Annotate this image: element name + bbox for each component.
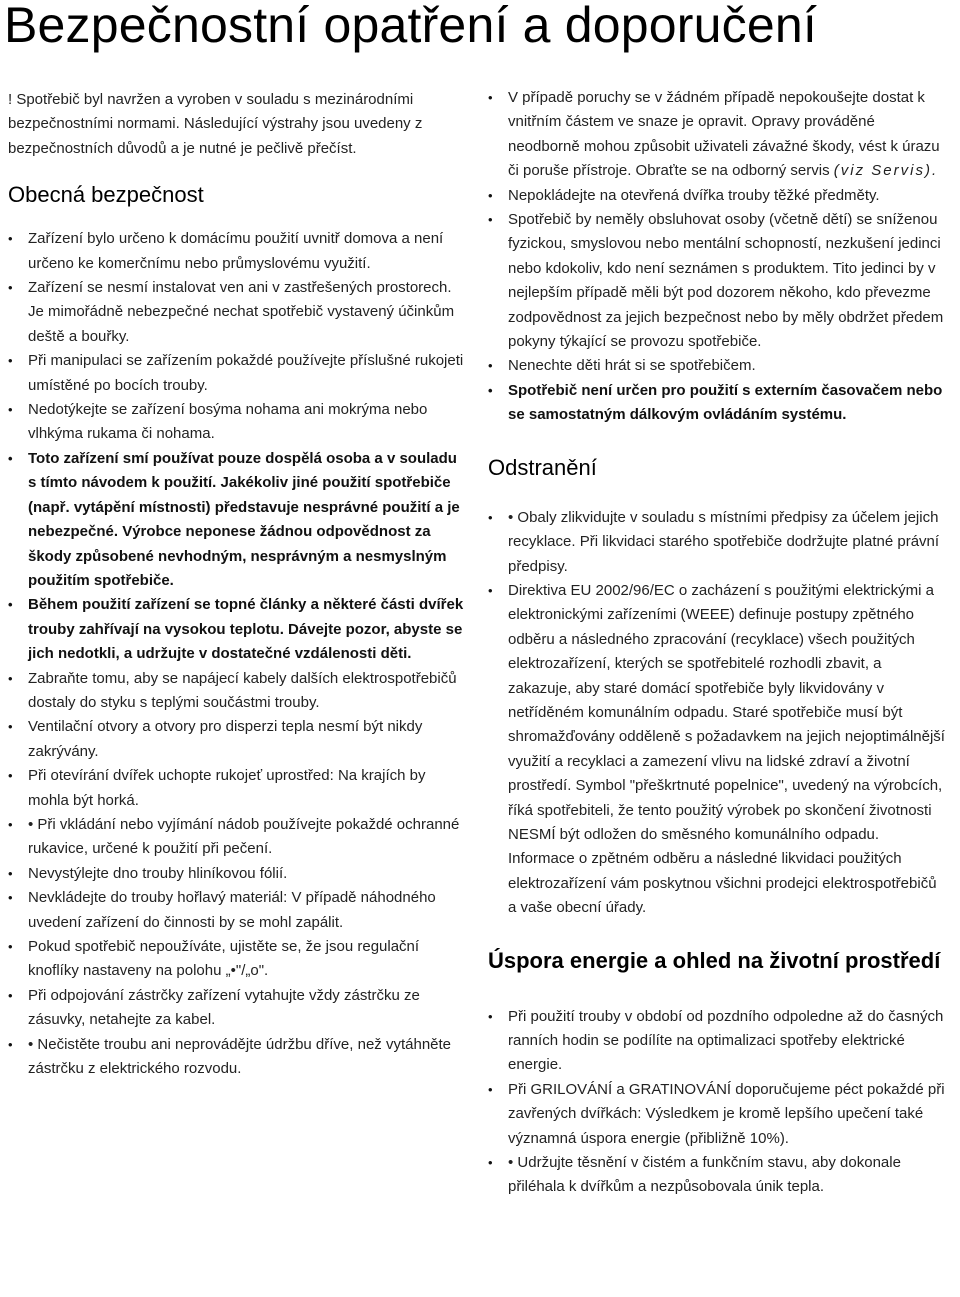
list-item: • • Udržujte těsnění v čistém a funkčním stavu, aby dokonale přiléhala k dvířkům a nezpůsobovala únik tepla. [488,1151,948,1200]
general-safety-list-continued [488,86,948,428]
list-item: • Zařízení se nesmí instalovat ven ani v zastřešených prostorech. Je mimořádně nebezpečné nechat spotřebič vystavený účinkům deště a bouřky. [8,276,464,349]
bullet-icon: • [488,382,493,398]
list-item: • Nevystýlejte dno trouby hliníkovou fólií. [8,862,464,886]
bullet-icon: • [488,90,493,105]
list-item: • Ventilační otvory a otvory pro disperzi tepla nesmí být nikdy zakrývány. [8,715,464,764]
bullet-icon: • [8,719,13,735]
disposal-list [488,506,948,921]
list-item: • Nenechte děti hrát si se spotřebičem. [488,354,948,378]
bullet-icon: • [488,212,493,228]
service-reference: (viz Servis). [833,162,939,180]
list-item: • V případě poruchy se v žádném případě nepokoušejte dostat k vnitřním částem ve snaze je opravit. Opravy prováděné neodborně mohou způsobit uživateli závažné škody, vést k úrazu či poruše přístroje. Obraťte se na odborný servis (viz Servis). [488,86,948,184]
list-item: • Během použití zařízení se topné články a některé části dvířek trouby zahřívají na vysokou teplotu. Dávejte pozor, abyste se jich nedotkli, a udržujte v dostatečné vzdálenosti děti. [8,593,464,666]
section-heading-general-safety: Obecná bezpečnost [8,182,204,208]
list-item: • Zabraňte tomu, aby se napájecí kabely dalších elektrospotřebičů dostaly do styku s teplými součástmi trouby. [8,667,464,716]
list-item: • Nevkládejte do trouby hořlavý materiál: V případě náhodného uvedení zařízení do činnosti by se mohl zapálit. [8,886,464,935]
bullet-icon: • [8,231,13,247]
page-title: Bezpečnostní opatření a doporučení [4,0,817,53]
bullet-icon: • [8,939,13,954]
section-heading-disposal: Odstranění [488,454,597,480]
list-item: • • Při vkládání nebo vyjímání nádob používejte pokaždé ochranné rukavice, určené k použití při pečení. [8,813,464,862]
bullet-icon: • [8,402,13,418]
bullet-icon: • [8,768,13,784]
list-item: • Direktiva EU 2002/96/EC o zacházení s použitými elektrickými a elektronickými zařízeními (WEEE) definuje postupy zpětného odběru a následného zpracování (recyklace) všech použitých elektrozařízení, kterých se spotřebitelé rozhodli zbavit, a zakazuje, aby staré domácí spotřebiče byly likvidovány v netříděném komunálním odpadu. Staré spotřebiče musí být shromažďovány odděleně s požadavkem na jejich nejoptimálnější využití a recyklaci a zamezení vlivu na lidské zdraví a životní prostředí. Symbol "přeškrtnuté popelnice", uvedený na výrobcích, říká spotřebiteli, že tento použitý výrobek po skončení životnosti NESMÍ být odložen do směsného komunálního odpadu. Informace o zpětném odběru a následné likvidaci použitých elektrozařízení vám poskytnou všichni prodejci elektrospotřebičů a vaše obecní úřady. [488,579,948,921]
bullet-icon: • [8,987,13,1003]
bullet-icon: • [488,582,493,598]
bullet-icon: • [8,865,13,881]
list-item: • Zařízení bylo určeno k domácímu použití uvnitř domova a není určeno ke komerčnímu nebo průmyslovému využití. [8,227,464,276]
bullet-icon: • [8,597,13,613]
left-column [8,86,464,1081]
section-heading-energy-saving: Úspora energie a ohled na životní prostředí [488,947,941,973]
list-item: • Při GRILOVÁNÍ a GRATINOVÁNÍ doporučujeme péct pokaždé při zavřených dvířkách: Výsledkem je kromě lepšího upečení také významná úspora energie (přibližně 10%). [488,1078,948,1151]
bullet-icon: • [8,280,13,296]
list-item: • Spotřebič není určen pro použití s externím časovačem nebo se samostatným dálkovým ovládáním systému. [488,379,948,428]
list-item: • • Obaly zlikvidujte v souladu s místními předpisy za účelem jejich recyklace. Při likvidaci starého spotřebiče dodržujte platné právní předpisy. [488,506,948,579]
list-item: • Nepokládejte na otevřená dvířka trouby těžké předměty. [488,184,948,208]
list-item: • Při odpojování zástrčky zařízení vytahujte vždy zástrčku ze zásuvky, netahejte za kabel. [8,984,464,1033]
bullet-icon: • [8,1036,13,1052]
right-column [488,86,948,1200]
list-item: • • Nečistěte troubu ani neprovádějte údržbu dříve, než vytáhněte zástrčku z elektrického rozvodu. [8,1033,464,1082]
list-item: • Při otevírání dvířek uchopte rukojeť uprostřed: Na krajích by mohla být horká. [8,764,464,813]
bullet-icon: • [488,187,493,203]
bullet-icon: • [488,358,493,374]
energy-saving-list [488,1005,948,1200]
bullet-icon: • [8,670,13,686]
bullet-icon: • [488,1008,493,1024]
list-item: • Toto zařízení smí používat pouze dospělá osoba a v souladu s tímto návodem k použití. Jakékoliv jiné použití spotřebiče (např. vytápění místnosti) představuje nesprávné použití a je nebezpečné. Výrobce neponese žádnou odpovědnost za škody způsobené nevhodným, nesprávným a nesmyslným použitím spotřebiče. [8,447,464,593]
bullet-icon: • [488,1081,493,1097]
bullet-icon: • [8,353,13,369]
list-item: • Při manipulaci se zařízením pokaždé používejte příslušné rukojeti umístěné po bocích trouby. [8,349,464,398]
list-item: • Pokud spotřebič nepoužíváte, ujistěte se, že jsou regulační knoflíky nastaveny na polohu „•"/„o". [8,935,464,984]
bullet-icon: • [8,890,13,906]
list-item: • Spotřebič by neměly obsluhovat osoby (včetně dětí) se sníženou fyzickou, smyslovou nebo mentální schopností, nezkušení jedinci nebo kdokoliv, kdo není seznámen s produktem. Tito jedinci by v nejlepším případě měli být pod dozorem někoho, kdo převezme zodpovědnost za jejich bezpečnost nebo by měly obdržet předem pokyny týkající se provozu spotřebiče. [488,208,948,354]
bullet-icon: • [488,1155,493,1171]
general-safety-list [8,227,464,1081]
list-item: • Nedotýkejte se zařízení bosýma nohama ani mokrýma nebo vlhkýma rukama či nohama. [8,398,464,447]
list-item: • Při použití trouby v období od pozdního odpoledne až do časných ranních hodin se podílíte na optimalizaci spotřeby elektrické energie. [488,1005,948,1078]
bullet-icon: • [8,450,13,466]
bullet-icon: • [8,816,13,832]
bullet-icon: • [488,509,493,525]
intro-paragraph: ! Spotřebič byl navržen a vyroben v souladu s mezinárodními bezpečnostními normami. Následující výstrahy jsou uvedeny z bezpečnostních důvodů a je nutné je pečlivě přečíst. [8,91,423,157]
